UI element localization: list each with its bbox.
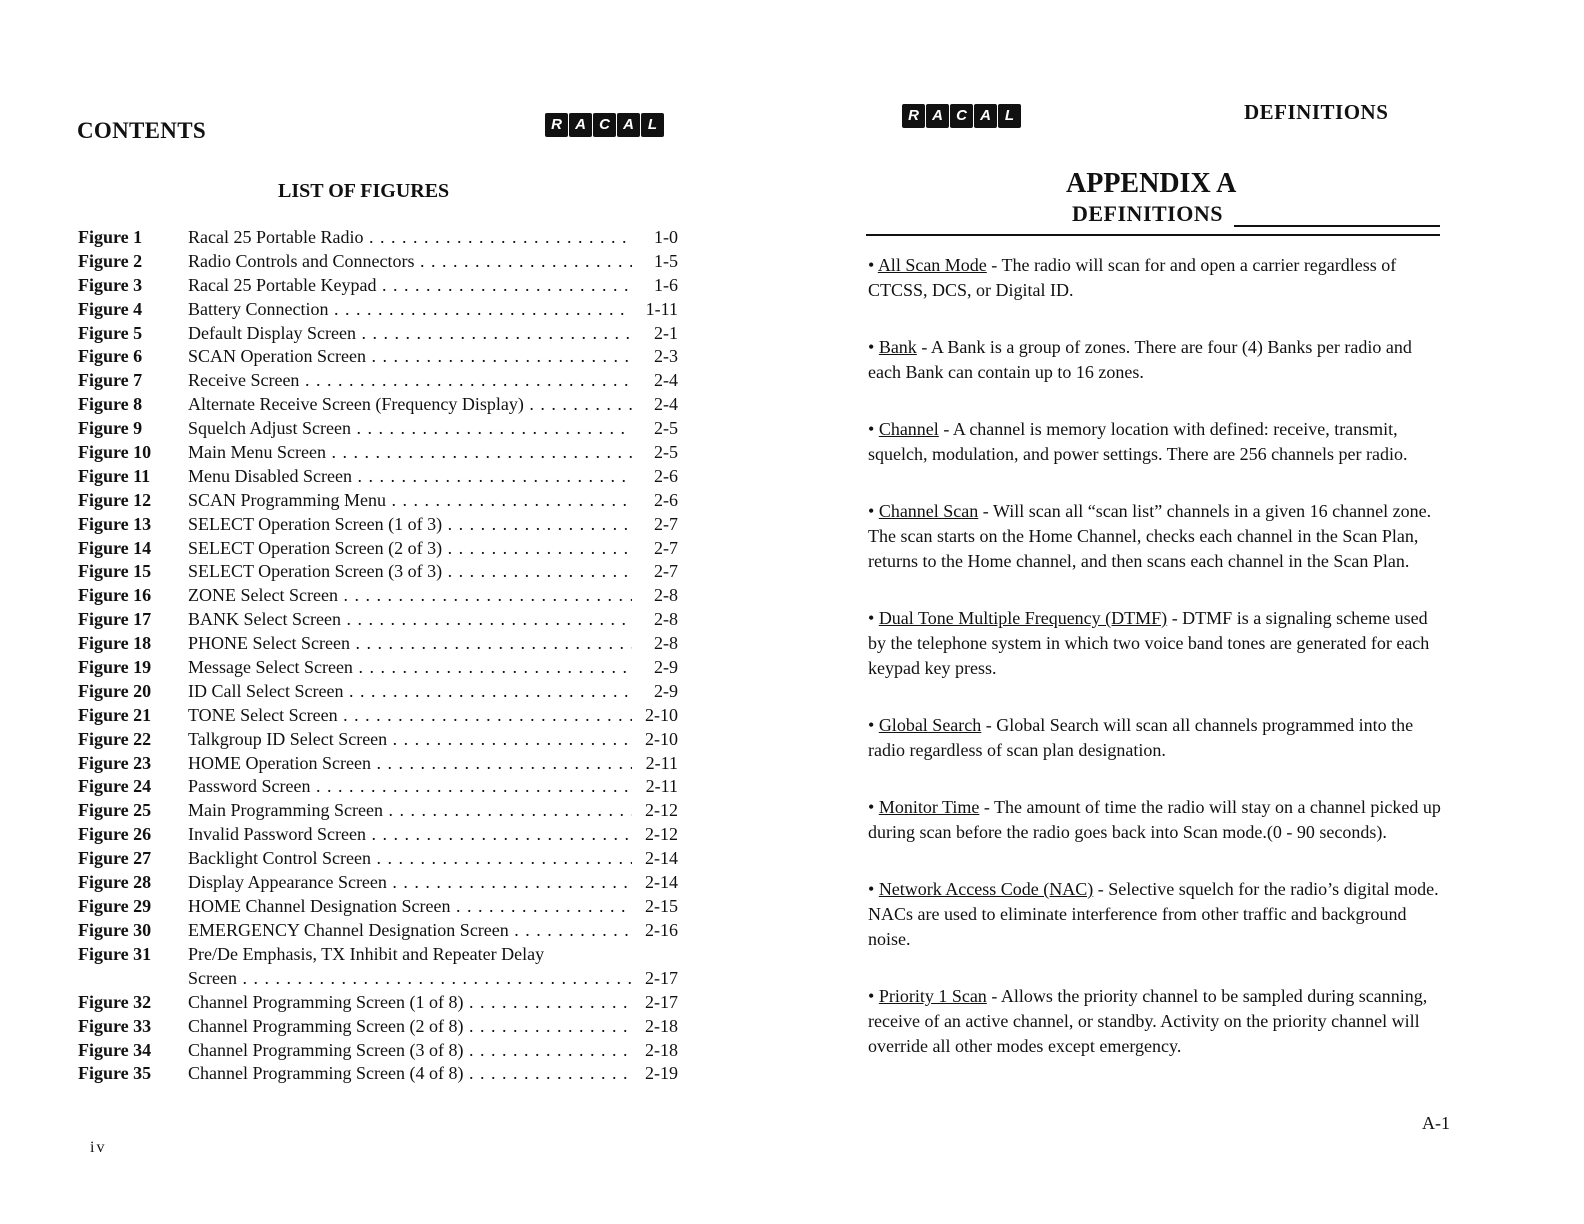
figure-title: ZONE Select Screen . . . [188,585,632,606]
appendix-title: APPENDIX A [1066,168,1237,199]
bullet: • [868,797,879,817]
logo-letter: A [926,104,949,128]
figure-title: Message Select Screen . . . [188,657,632,678]
figure-number: Figure 29 [78,895,152,916]
figure-list-item [78,251,678,275]
figure-number: Figure 25 [78,800,152,821]
figure-list-item [78,466,678,490]
figure-list-item [78,370,678,394]
figure-number: Figure 21 [78,704,152,725]
figure-number: Figure 12 [78,489,152,510]
figure-list-item [78,776,678,800]
figure-list-item [78,609,678,633]
logo-letter: R [545,113,568,137]
figure-number: Figure 8 [78,394,143,415]
figure-list-item [78,585,678,609]
figure-list-item [78,633,678,657]
figure-title: SCAN Programming Menu . . . [188,490,632,511]
figure-list-item [78,848,678,872]
figure-page: 2-1 [632,323,678,344]
figure-title: SELECT Operation Screen (3 of 3) . . . [188,561,632,582]
figure-list-item [78,753,678,777]
definition-text: - A Bank is a group of zones. There are four (4) Banks per radio and each Bank can contain up to 16 zones. [868,337,1412,382]
logo-letter: C [950,104,973,128]
figure-title: TONE Select Screen . . . [188,705,632,726]
figure-title: Battery Connection . . . [188,299,632,320]
figure-page: 2-7 [632,538,678,559]
figure-page: 2-7 [632,561,678,582]
divider [1234,225,1440,227]
figure-number: Figure 35 [78,1063,152,1084]
figure-number: Figure 26 [78,824,152,845]
figure-list-item [78,490,678,514]
definition-text: - Global Search will scan all channels programmed into the radio regardless of scan plan designation. [868,715,1414,760]
figure-number: Figure 6 [78,346,143,367]
figure-number: Figure 1 [78,227,143,247]
figure-title: Pre/De Emphasis, TX Inhibit and Repeater Delay [188,943,545,964]
definition-item [868,335,1448,385]
figure-list-item [78,1063,678,1087]
definition-text: - Allows the priority channel to be sampled during scanning, receive of an active channel, or standby. Activity on the priority channel will override all other modes except emergency. [868,986,1428,1056]
figure-number: Figure 28 [78,872,152,893]
contents-header: CONTENTS [77,118,206,143]
figure-list-item [78,561,678,585]
figure-page: 1-6 [632,275,678,296]
figure-title: Racal 25 Portable Keypad . . . [188,275,632,296]
figure-page: 2-9 [632,681,678,702]
figure-list-item [78,705,678,729]
figure-number: Figure 4 [78,298,143,319]
figure-title: Display Appearance Screen . . . [188,872,632,893]
figure-number: Figure 13 [78,513,152,534]
figure-list-item [78,442,678,466]
racal-logo [902,104,1021,128]
figure-number: Figure 23 [78,752,152,773]
definition-term: All Scan Mode [877,255,987,275]
figure-list-item [78,872,678,896]
definition-item [868,984,1448,1059]
figure-title: Default Display Screen . . . [188,323,632,344]
definition-text: - A channel is memory location with defined: receive, transmit, squelch, modulation, and power settings. There are 256 channels per radio. [868,419,1408,464]
figure-number: Figure 32 [78,991,152,1012]
figure-title: Main Menu Screen . . . [188,442,632,463]
figure-list-item [78,896,678,920]
figure-title: SELECT Operation Screen (1 of 3) . . . [188,514,632,535]
figure-title: SCAN Operation Screen . . . [188,346,632,367]
logo-letter: A [974,104,997,128]
figure-number: Figure 33 [78,1015,152,1036]
logo-letter: A [569,113,592,137]
figure-number: Figure 34 [78,1039,152,1060]
figure-page: 1-0 [632,227,678,248]
definition-text: - The radio will scan for and open a carrier regardless of CTCSS, DCS, or Digital ID. [868,255,1397,300]
figure-number: Figure 24 [78,776,152,797]
divider [866,234,1440,236]
figure-title: Backlight Control Screen . . . [188,848,632,869]
figure-list-item [78,1016,678,1040]
figure-number: Figure 22 [78,728,152,749]
figure-number: Figure 27 [78,848,152,869]
figure-page: 2-17 [632,968,678,989]
definition-term: Network Access Code (NAC) [878,879,1094,899]
figure-list-item [78,657,678,681]
definition-term: Global Search [878,715,982,735]
figure-list-item [78,944,678,992]
left-page [0,0,790,1224]
figure-number: Figure 16 [78,585,152,606]
figure-title: Channel Programming Screen (3 of 8) . . . [188,1040,632,1061]
figure-page: 2-6 [632,490,678,511]
figure-number: Figure 19 [78,657,152,678]
figure-number: Figure 31 [78,943,152,964]
figure-list-item [78,681,678,705]
definition-list [868,253,1448,1091]
logo-letter: A [617,113,640,137]
figure-number: Figure 5 [78,322,143,343]
bullet: • [868,986,879,1006]
figure-page: 2-15 [632,896,678,917]
figure-page: 2-10 [632,729,678,750]
page-number: iv [90,1139,107,1156]
figure-title: Invalid Password Screen . . . [188,824,632,845]
page-number: A-1 [1422,1113,1450,1133]
definition-item [868,877,1448,952]
figure-number: Figure 30 [78,919,152,940]
figure-title: Talkgroup ID Select Screen . . . [188,729,632,750]
definition-item [868,713,1448,763]
figure-number: Figure 9 [78,418,143,439]
figure-title: Receive Screen . . . [188,370,632,391]
figure-number: Figure 20 [78,680,152,701]
figure-page: 2-12 [632,800,678,821]
logo-letter: C [593,113,616,137]
logo-letter: L [998,104,1021,128]
figure-page: 2-14 [632,848,678,869]
figure-list-item [78,275,678,299]
racal-logo [545,113,664,137]
figure-page: 2-11 [632,753,678,774]
logo-letter: L [641,113,664,137]
figure-title: Racal 25 Portable Radio . . . [188,227,632,248]
figure-number: Figure 3 [78,274,143,295]
figure-title: ID Call Select Screen . . . [188,681,632,702]
figure-list-item [78,514,678,538]
figure-page: 2-10 [632,705,678,726]
figure-page: 2-4 [632,394,678,415]
figure-number: Figure 11 [78,465,151,486]
figure-title: Channel Programming Screen (1 of 8) . . . [188,992,632,1013]
figure-page: 2-16 [632,920,678,941]
figure-title: Channel Programming Screen (2 of 8) . . . [188,1016,632,1037]
definition-term: Channel [878,419,939,439]
figure-page: 2-5 [632,418,678,439]
figure-title: Squelch Adjust Screen . . . [188,418,632,439]
figure-page: 2-18 [632,1040,678,1061]
definitions-header: DEFINITIONS [1244,100,1389,124]
bullet: • [868,419,879,439]
figure-page: 2-18 [632,1016,678,1037]
figure-page: 2-4 [632,370,678,391]
right-page [792,0,1584,1224]
figure-page: 2-8 [632,609,678,630]
figure-page: 2-19 [632,1063,678,1084]
figure-page: 2-8 [632,585,678,606]
figure-list-item [78,1040,678,1064]
figure-title: Radio Controls and Connectors . . . [188,251,632,272]
figure-list-item [78,992,678,1016]
definition-text: - Will scan all “scan list” channels in a given 16 channel zone. The scan starts on the Home Channel, checks each channel in the Scan Plan, returns to the Home channel, and then scans each channel in the Scan Plan. [868,501,1432,571]
figure-page: 1-11 [632,299,678,320]
figure-list-item [78,323,678,347]
figure-title: Main Programming Screen . . . [188,800,632,821]
figure-page: 2-6 [632,466,678,487]
bullet: • [868,337,879,357]
figure-title: PHONE Select Screen . . . [188,633,632,654]
figure-title: HOME Operation Screen . . . [188,753,632,774]
figure-title: Password Screen . . . [188,776,632,797]
bullet: • [868,255,878,275]
figure-number: Figure 10 [78,442,152,463]
figure-title: Alternate Receive Screen (Frequency Display) . . . [188,394,632,415]
figure-title: HOME Channel Designation Screen . . . [188,896,632,917]
definition-text: - Selective squelch for the radio’s digital mode. NACs are used to eliminate interference from other traffic and background noise. [868,879,1439,949]
figure-list-item [78,299,678,323]
bullet: • [868,501,879,521]
figure-list-item [78,824,678,848]
definition-term: Monitor Time [878,797,980,817]
figure-list [78,227,678,1087]
appendix-subtitle: DEFINITIONS [1072,201,1223,226]
bullet: • [868,879,879,899]
figure-list-item [78,920,678,944]
figure-number: Figure 14 [78,537,152,558]
definition-item [868,253,1448,303]
figure-number: Figure 15 [78,561,152,582]
figure-page: 2-11 [632,776,678,797]
figure-page: 2-12 [632,824,678,845]
figure-title: BANK Select Screen . . . [188,609,632,630]
list-of-figures-title: LIST OF FIGURES [278,180,450,202]
definition-item [868,417,1448,467]
definition-term: Channel Scan [878,501,979,521]
figure-number: Figure 7 [78,370,143,391]
bullet: • [868,608,879,628]
bullet: • [868,715,879,735]
figure-page: 2-5 [632,442,678,463]
definition-item [868,606,1448,681]
definition-item [868,795,1448,845]
logo-letter: R [902,104,925,128]
figure-list-item [78,418,678,442]
figure-title: Menu Disabled Screen . . . [188,466,632,487]
figure-page: 1-5 [632,251,678,272]
definition-text: - DTMF is a signaling scheme used by the telephone system in which two voice band tones are generated for each keypad key press. [868,608,1430,678]
figure-title: EMERGENCY Channel Designation Screen . . . [188,920,632,941]
figure-number: Figure 17 [78,609,152,630]
figure-page: 2-9 [632,657,678,678]
figure-list-item [78,729,678,753]
figure-list-item [78,538,678,562]
figure-number: Figure 2 [78,250,143,271]
figure-page: 2-3 [632,346,678,367]
figure-title: Channel Programming Screen (4 of 8) . . . [188,1063,632,1084]
figure-title-continued: Screen . . . [188,968,632,989]
figure-page: 2-8 [632,633,678,654]
definition-term: Dual Tone Multiple Frequency (DTMF) [878,608,1168,628]
figure-page: 2-7 [632,514,678,535]
definition-item [868,499,1448,574]
figure-list-item [78,394,678,418]
definition-term: Priority 1 Scan [878,986,987,1006]
figure-number: Figure 18 [78,633,152,654]
figure-list-item [78,346,678,370]
definition-text: - The amount of time the radio will stay on a channel picked up during scan before the radio goes back into Scan mode.(0 - 90 seconds). [868,797,1441,842]
figure-page: 2-17 [632,992,678,1013]
figure-list-item [78,227,678,251]
figure-title: SELECT Operation Screen (2 of 3) . . . [188,538,632,559]
figure-page: 2-14 [632,872,678,893]
definition-term: Bank [878,337,917,357]
figure-list-item [78,800,678,824]
